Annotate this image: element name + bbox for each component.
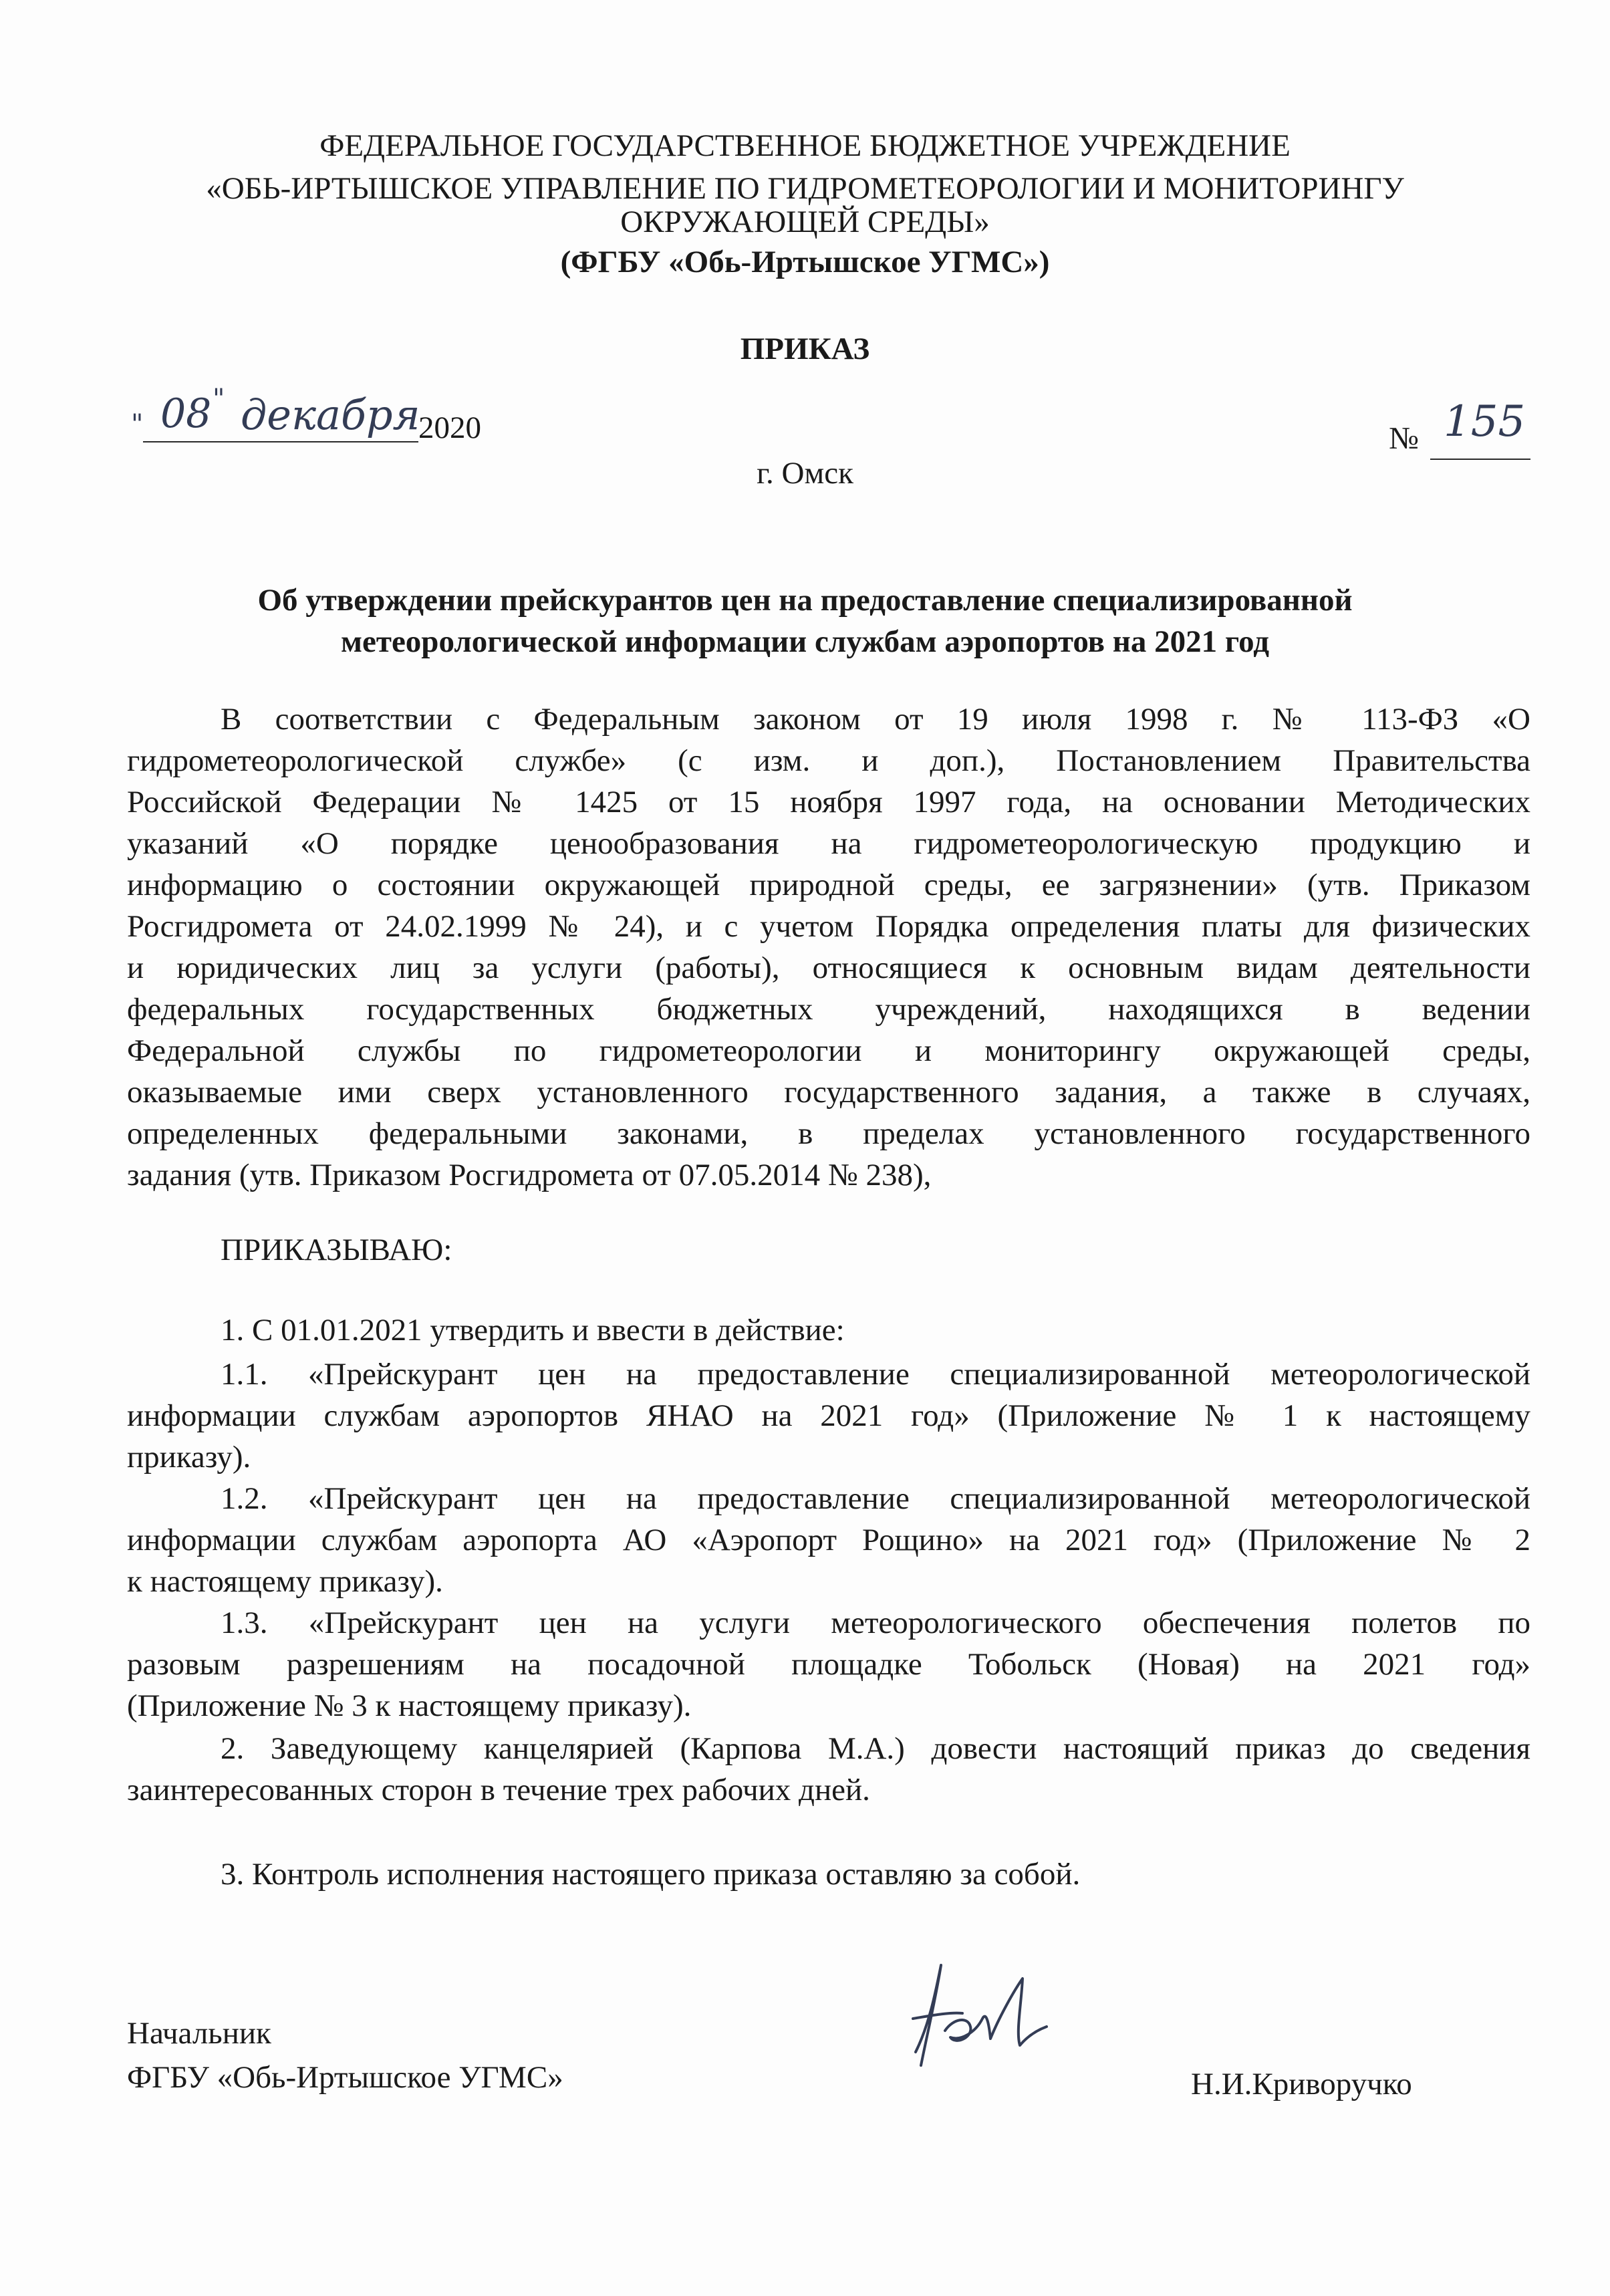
preamble-line: федеральных государственных бюджетных учреждений, находящихся в ведении xyxy=(127,992,1530,1027)
date-day-handwritten: 08 xyxy=(160,390,212,437)
item-line: 2. Заведующему канцелярией (Карпова М.А.) довести настоящий приказ до сведения xyxy=(221,1731,1530,1766)
number-handwritten: 155 xyxy=(1444,397,1526,447)
preamble-line: гидрометеорологической службе» (с изм. и доп.), Постановлением Правительства xyxy=(127,743,1530,778)
order-word: ПРИКАЗЫВАЮ: xyxy=(221,1233,452,1267)
item-line: заинтересованных сторон в течение трех рабочих дней. xyxy=(127,1773,870,1807)
preamble-line: Росгидромета от 24.02.1999 № 24), и с учетом Порядка определения платы для физических xyxy=(127,909,1530,944)
doc-type-title: ПРИКАЗ xyxy=(740,332,870,366)
date-year: 2020 xyxy=(418,410,481,445)
preamble-line: Федеральной службы по гидрометеорологии и мониторингу окружающей среды, xyxy=(127,1033,1530,1068)
preamble-line: В соответствии с Федеральным законом от 19 июля 1998 г. № 113-ФЗ «О xyxy=(221,702,1530,737)
item-line: 1.1. «Прейскурант цен на предоставление специализированной метеорологической xyxy=(221,1357,1530,1392)
item-1: 1. С 01.01.2021 утвердить и ввести в действие: xyxy=(221,1313,845,1348)
org-short-name: (ФГБУ «Обь-Иртышское УГМС») xyxy=(560,245,1050,279)
date-underline xyxy=(143,441,418,442)
item-line: к настоящему приказу). xyxy=(127,1564,443,1599)
item-line: (Приложение № 3 к настоящему приказу). xyxy=(127,1688,692,1723)
org-header-line1: ФЕДЕРАЛЬНОЕ ГОСУДАРСТВЕННОЕ БЮДЖЕТНОЕ УЧРЕЖДЕНИЕ xyxy=(319,128,1291,163)
item-line: 1.2. «Прейскурант цен на предоставление специализированной метеорологической xyxy=(221,1481,1530,1516)
signatory-position-line2: ФГБУ «Обь-Иртышское УГМС» xyxy=(127,2060,563,2095)
city: г. Омск xyxy=(757,456,853,491)
date-open-quote: " xyxy=(131,409,144,440)
subject-title-line2: метеорологической информации службам аэропортов на 2021 год xyxy=(340,624,1269,659)
signatory-position-line1: Начальник xyxy=(127,2016,271,2051)
date-month-handwritten: декабря xyxy=(241,390,420,439)
org-header-line3: ОКРУЖАЮЩЕЙ СРЕДЫ» xyxy=(620,205,990,239)
item-line: информации службам аэропортов ЯНАО на 2021 год» (Приложение № 1 к настоящему xyxy=(127,1398,1530,1433)
date-close-quote: " xyxy=(213,384,225,414)
number-label: № xyxy=(1389,421,1419,456)
preamble-line: определенных федеральными законами, в пределах установленного государственного xyxy=(127,1116,1530,1151)
preamble-line: и юридических лиц за услуги (работы), относящиеся к основным видам деятельности xyxy=(127,950,1530,985)
preamble-line: Российской Федерации № 1425 от 15 ноября 1997 года, на основании Методических xyxy=(127,785,1530,819)
subject-title-line1: Об утверждении прейскурантов цен на предоставление специализированной xyxy=(257,583,1353,618)
handwritten-signature-image xyxy=(889,1952,1063,2079)
item-line: информации службам аэропорта АО «Аэропорт Рощино» на 2021 год» (Приложение № 2 xyxy=(127,1523,1530,1557)
item-line: 1.3. «Прейскурант цен на услуги метеорологического обеспечения полетов по xyxy=(221,1606,1530,1640)
item-line: разовым разрешениям на посадочной площадке Тобольск (Новая) на 2021 год» xyxy=(127,1647,1530,1682)
preamble-line: информацию о состоянии окружающей природной среды, ее загрязнении» (утв. Приказом xyxy=(127,868,1530,902)
preamble-line: задания (утв. Приказом Росгидромета от 07.05.2014 № 238), xyxy=(127,1158,932,1192)
item-line: приказу). xyxy=(127,1440,251,1475)
preamble-line: оказываемые ими сверх установленного государственного задания, а также в случаях, xyxy=(127,1075,1530,1110)
item-3: 3. Контроль исполнения настоящего приказа оставляю за собой. xyxy=(221,1857,1081,1892)
preamble-line: указаний «О порядке ценообразования на гидрометеорологическую продукцию и xyxy=(127,826,1530,861)
signatory-name: Н.И.Криворучко xyxy=(1191,2067,1412,2101)
org-header-line2: «ОБЬ-ИРТЫШСКОЕ УПРАВЛЕНИЕ ПО ГИДРОМЕТЕОРОЛОГИИ И МОНИТОРИНГУ xyxy=(206,171,1404,206)
